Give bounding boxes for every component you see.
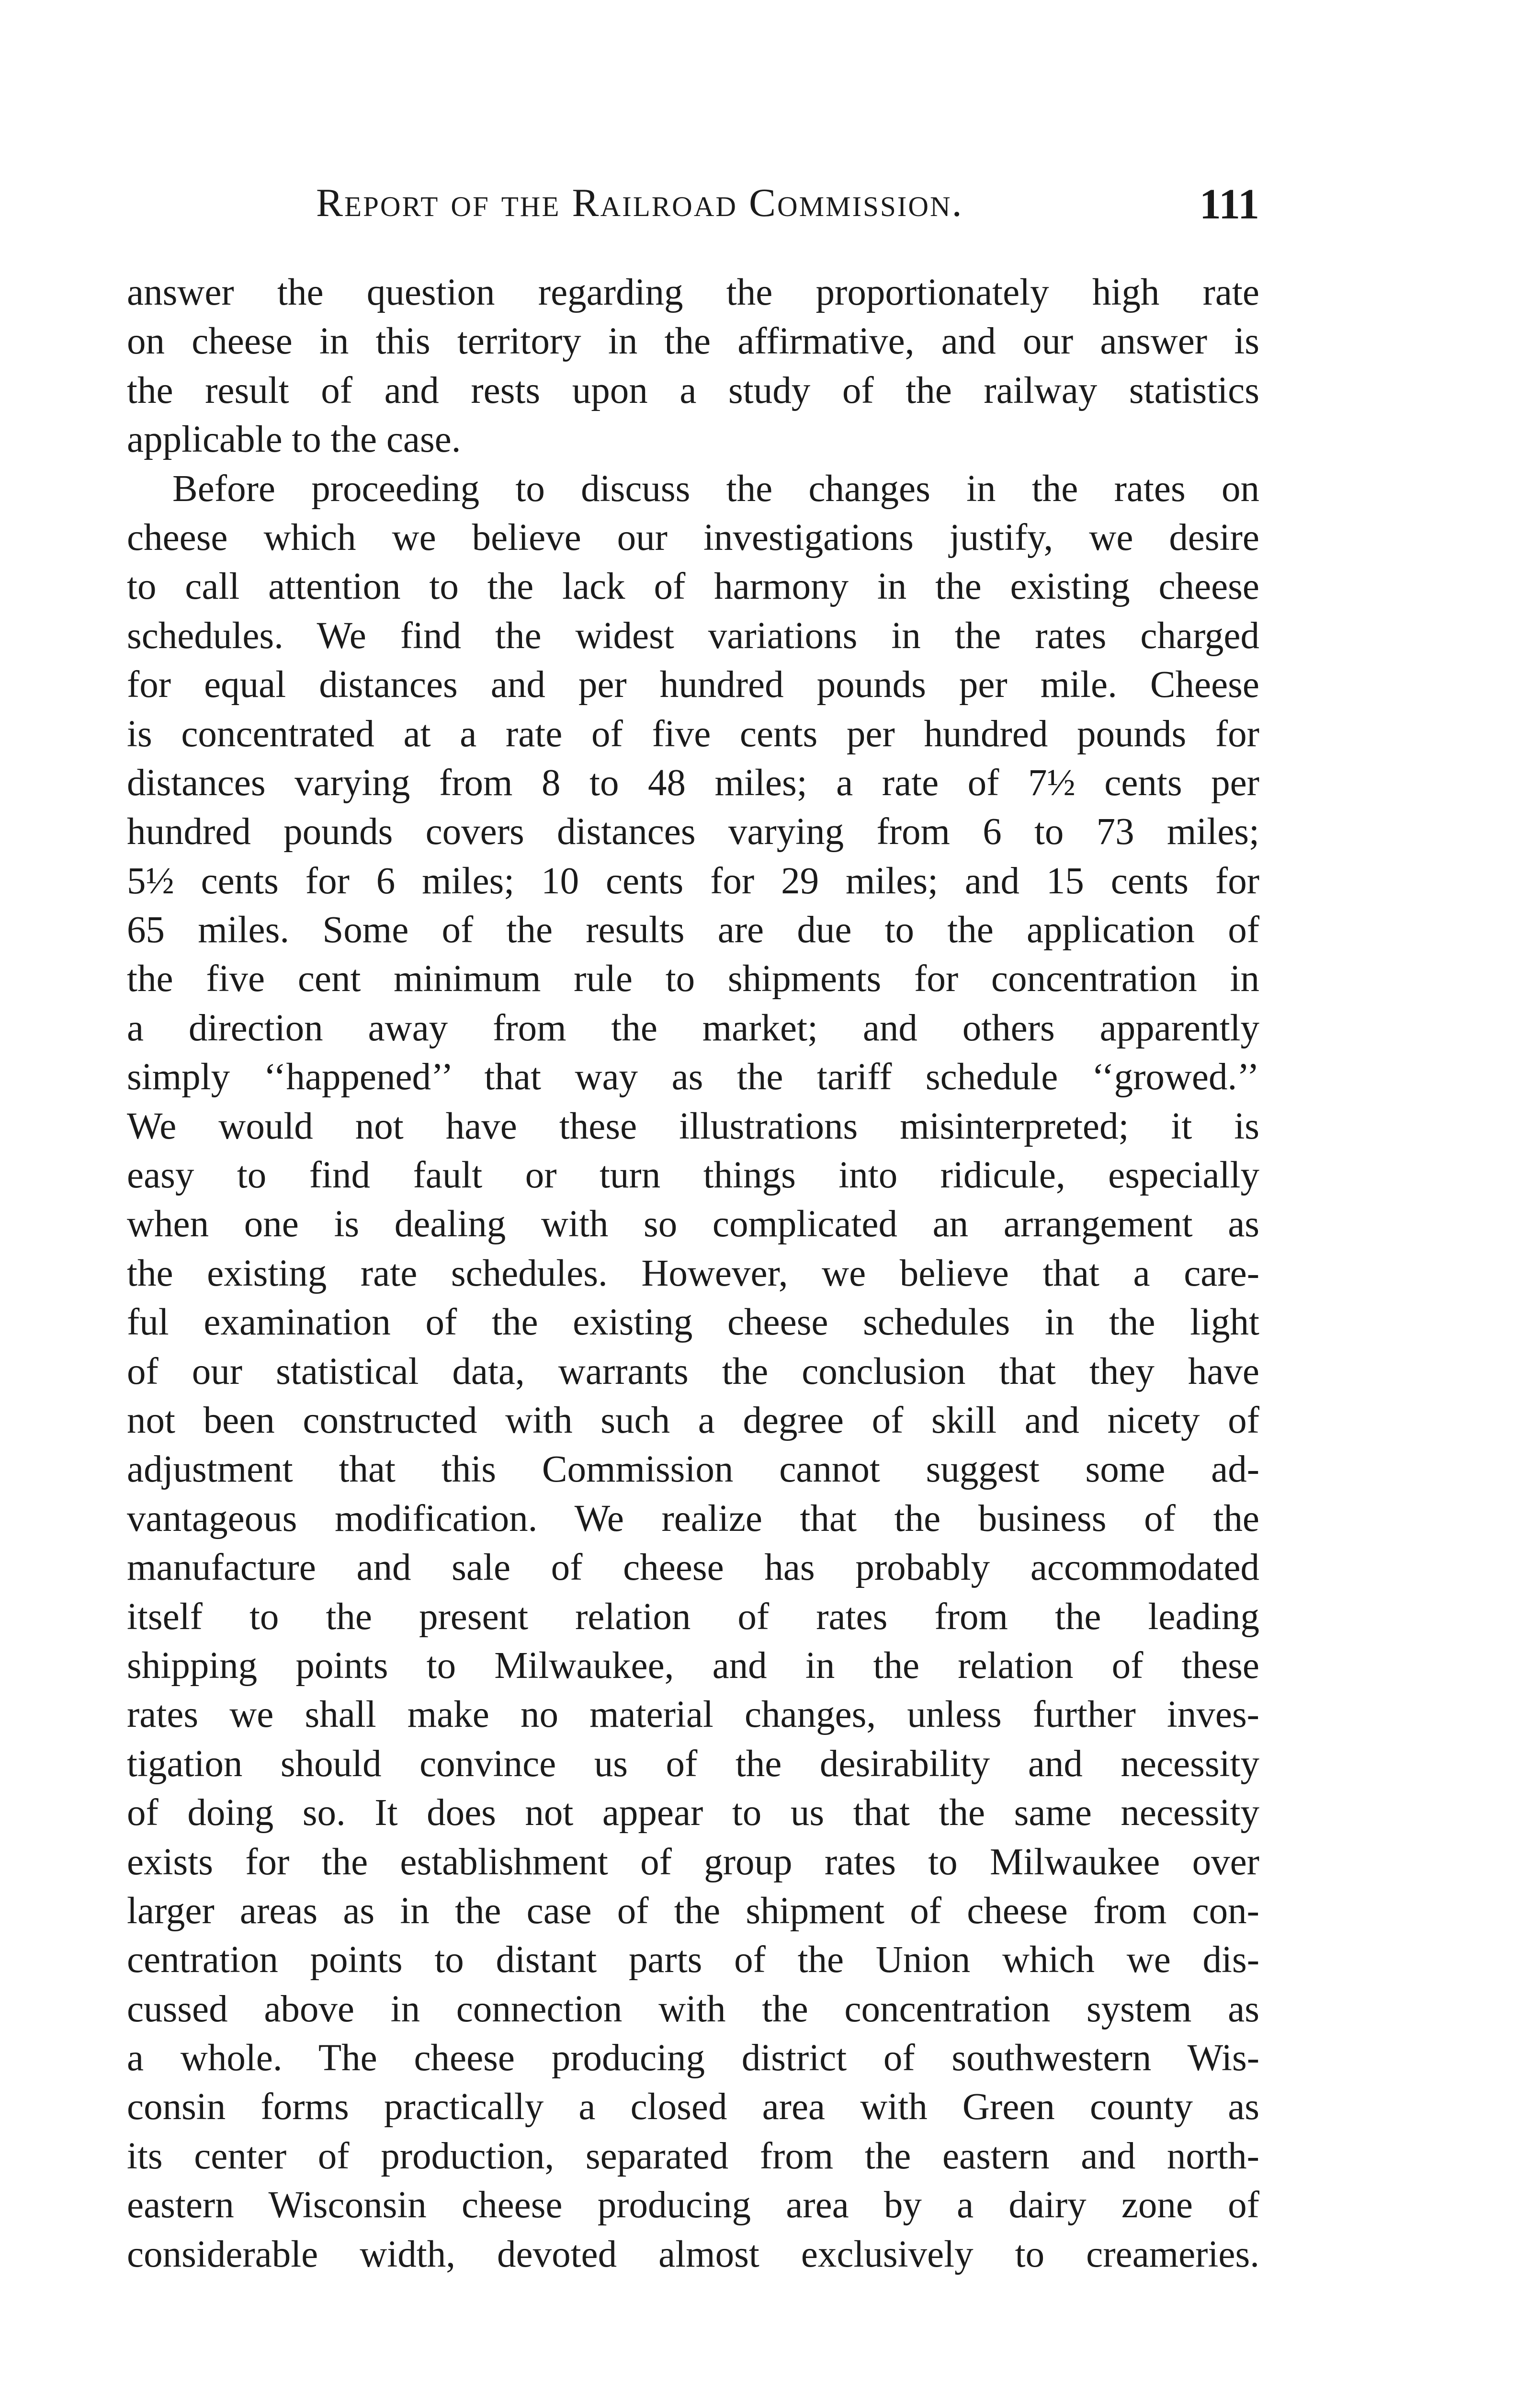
text-line: larger areas as in the case of the shipment of cheese from con- <box>127 1890 1259 1932</box>
text-line: 65 miles. Some of the results are due to the application of <box>127 909 1259 951</box>
text-line: eastern Wisconsin cheese producing area by a dairy zone of <box>127 2184 1259 2226</box>
text-line: to call attention to the lack of harmony in the existing cheese <box>127 566 1259 608</box>
text-line: a whole. The cheese producing district of southwestern Wis- <box>127 2037 1259 2079</box>
running-head <box>129 180 1259 232</box>
text-line: shipping points to Milwaukee, and in the relation of these <box>127 1644 1259 1687</box>
text-line: exists for the establishment of group rates to Milwaukee over <box>127 1841 1259 1883</box>
text-line: on cheese in this territory in the affirmative, and our answer is <box>127 320 1259 363</box>
text-line: for equal distances and per hundred pounds per mile. Cheese <box>127 664 1259 706</box>
text-line: ful examination of the existing cheese schedules in the light <box>127 1301 1259 1344</box>
text-line: vantageous modification. We realize that the business of the <box>127 1497 1259 1540</box>
body-text <box>127 268 1259 2279</box>
text-line: itself to the present relation of rates from the leading <box>127 1596 1259 1638</box>
text-line: when one is dealing with so complicated an arrangement as <box>127 1203 1259 1245</box>
text-line: We would not have these illustrations misinterpreted; it is <box>127 1105 1259 1147</box>
text-line: simply ‘‘happened’’ that way as the tariff schedule ‘‘growed.’’ <box>127 1056 1259 1098</box>
text-line: answer the question regarding the proportionately high rate <box>127 272 1259 313</box>
text-line: its center of production, separated from the eastern and north- <box>127 2135 1259 2177</box>
text-line: hundred pounds covers distances varying from 6 to 73 miles; <box>127 811 1259 853</box>
text-line: of our statistical data, warrants the conclusion that they have <box>127 1350 1259 1392</box>
text-line: not been constructed with such a degree of skill and nicety of <box>127 1399 1259 1441</box>
text-line: centration points to distant parts of the Union which we dis- <box>127 1939 1259 1981</box>
text-line: tigation should convince us of the desirability and necessity <box>127 1743 1259 1785</box>
text-line: manufacture and sale of cheese has probably accommodated <box>127 1547 1259 1589</box>
text-line: Before proceeding to discuss the changes in the rates on <box>172 468 1259 510</box>
text-line: considerable width, devoted almost exclusively to creameries. <box>127 2233 1259 2275</box>
text-line: the existing rate schedules. However, we believe that a care- <box>127 1252 1259 1294</box>
text-line: consin forms practically a closed area with Green county as <box>127 2086 1259 2128</box>
text-line: rates we shall make no material changes, unless further inves- <box>127 1694 1259 1736</box>
text-line: adjustment that this Commission cannot suggest some ad- <box>127 1448 1259 1491</box>
text-line: the result of and rests upon a study of the railway statistics <box>127 369 1259 411</box>
running-head-title: Report of the Railroad Commission. <box>316 181 963 225</box>
text-line: of doing so. It does not appear to us that the same necessity <box>127 1792 1259 1834</box>
text-line: schedules. We find the widest variations in the rates charged <box>127 615 1259 657</box>
text-line: easy to find fault or turn things into ridicule, especially <box>127 1154 1259 1197</box>
text-line: cheese which we believe our investigations justify, we desire <box>127 516 1259 559</box>
text-line: 5½ cents for 6 miles; 10 cents for 29 miles; and 15 cents for <box>127 860 1259 902</box>
page-number: 111 <box>1199 181 1259 228</box>
text-line: the five cent minimum rule to shipments for concentration in <box>127 958 1259 1000</box>
text-line: applicable to the case. <box>127 419 461 461</box>
text-line: a direction away from the market; and others apparently <box>127 1007 1259 1049</box>
text-line: distances varying from 8 to 48 miles; a rate of 7½ cents per <box>127 762 1259 804</box>
text-line: is concentrated at a rate of five cents per hundred pounds for <box>127 713 1259 755</box>
text-line: cussed above in connection with the concentration system as <box>127 1988 1259 2030</box>
